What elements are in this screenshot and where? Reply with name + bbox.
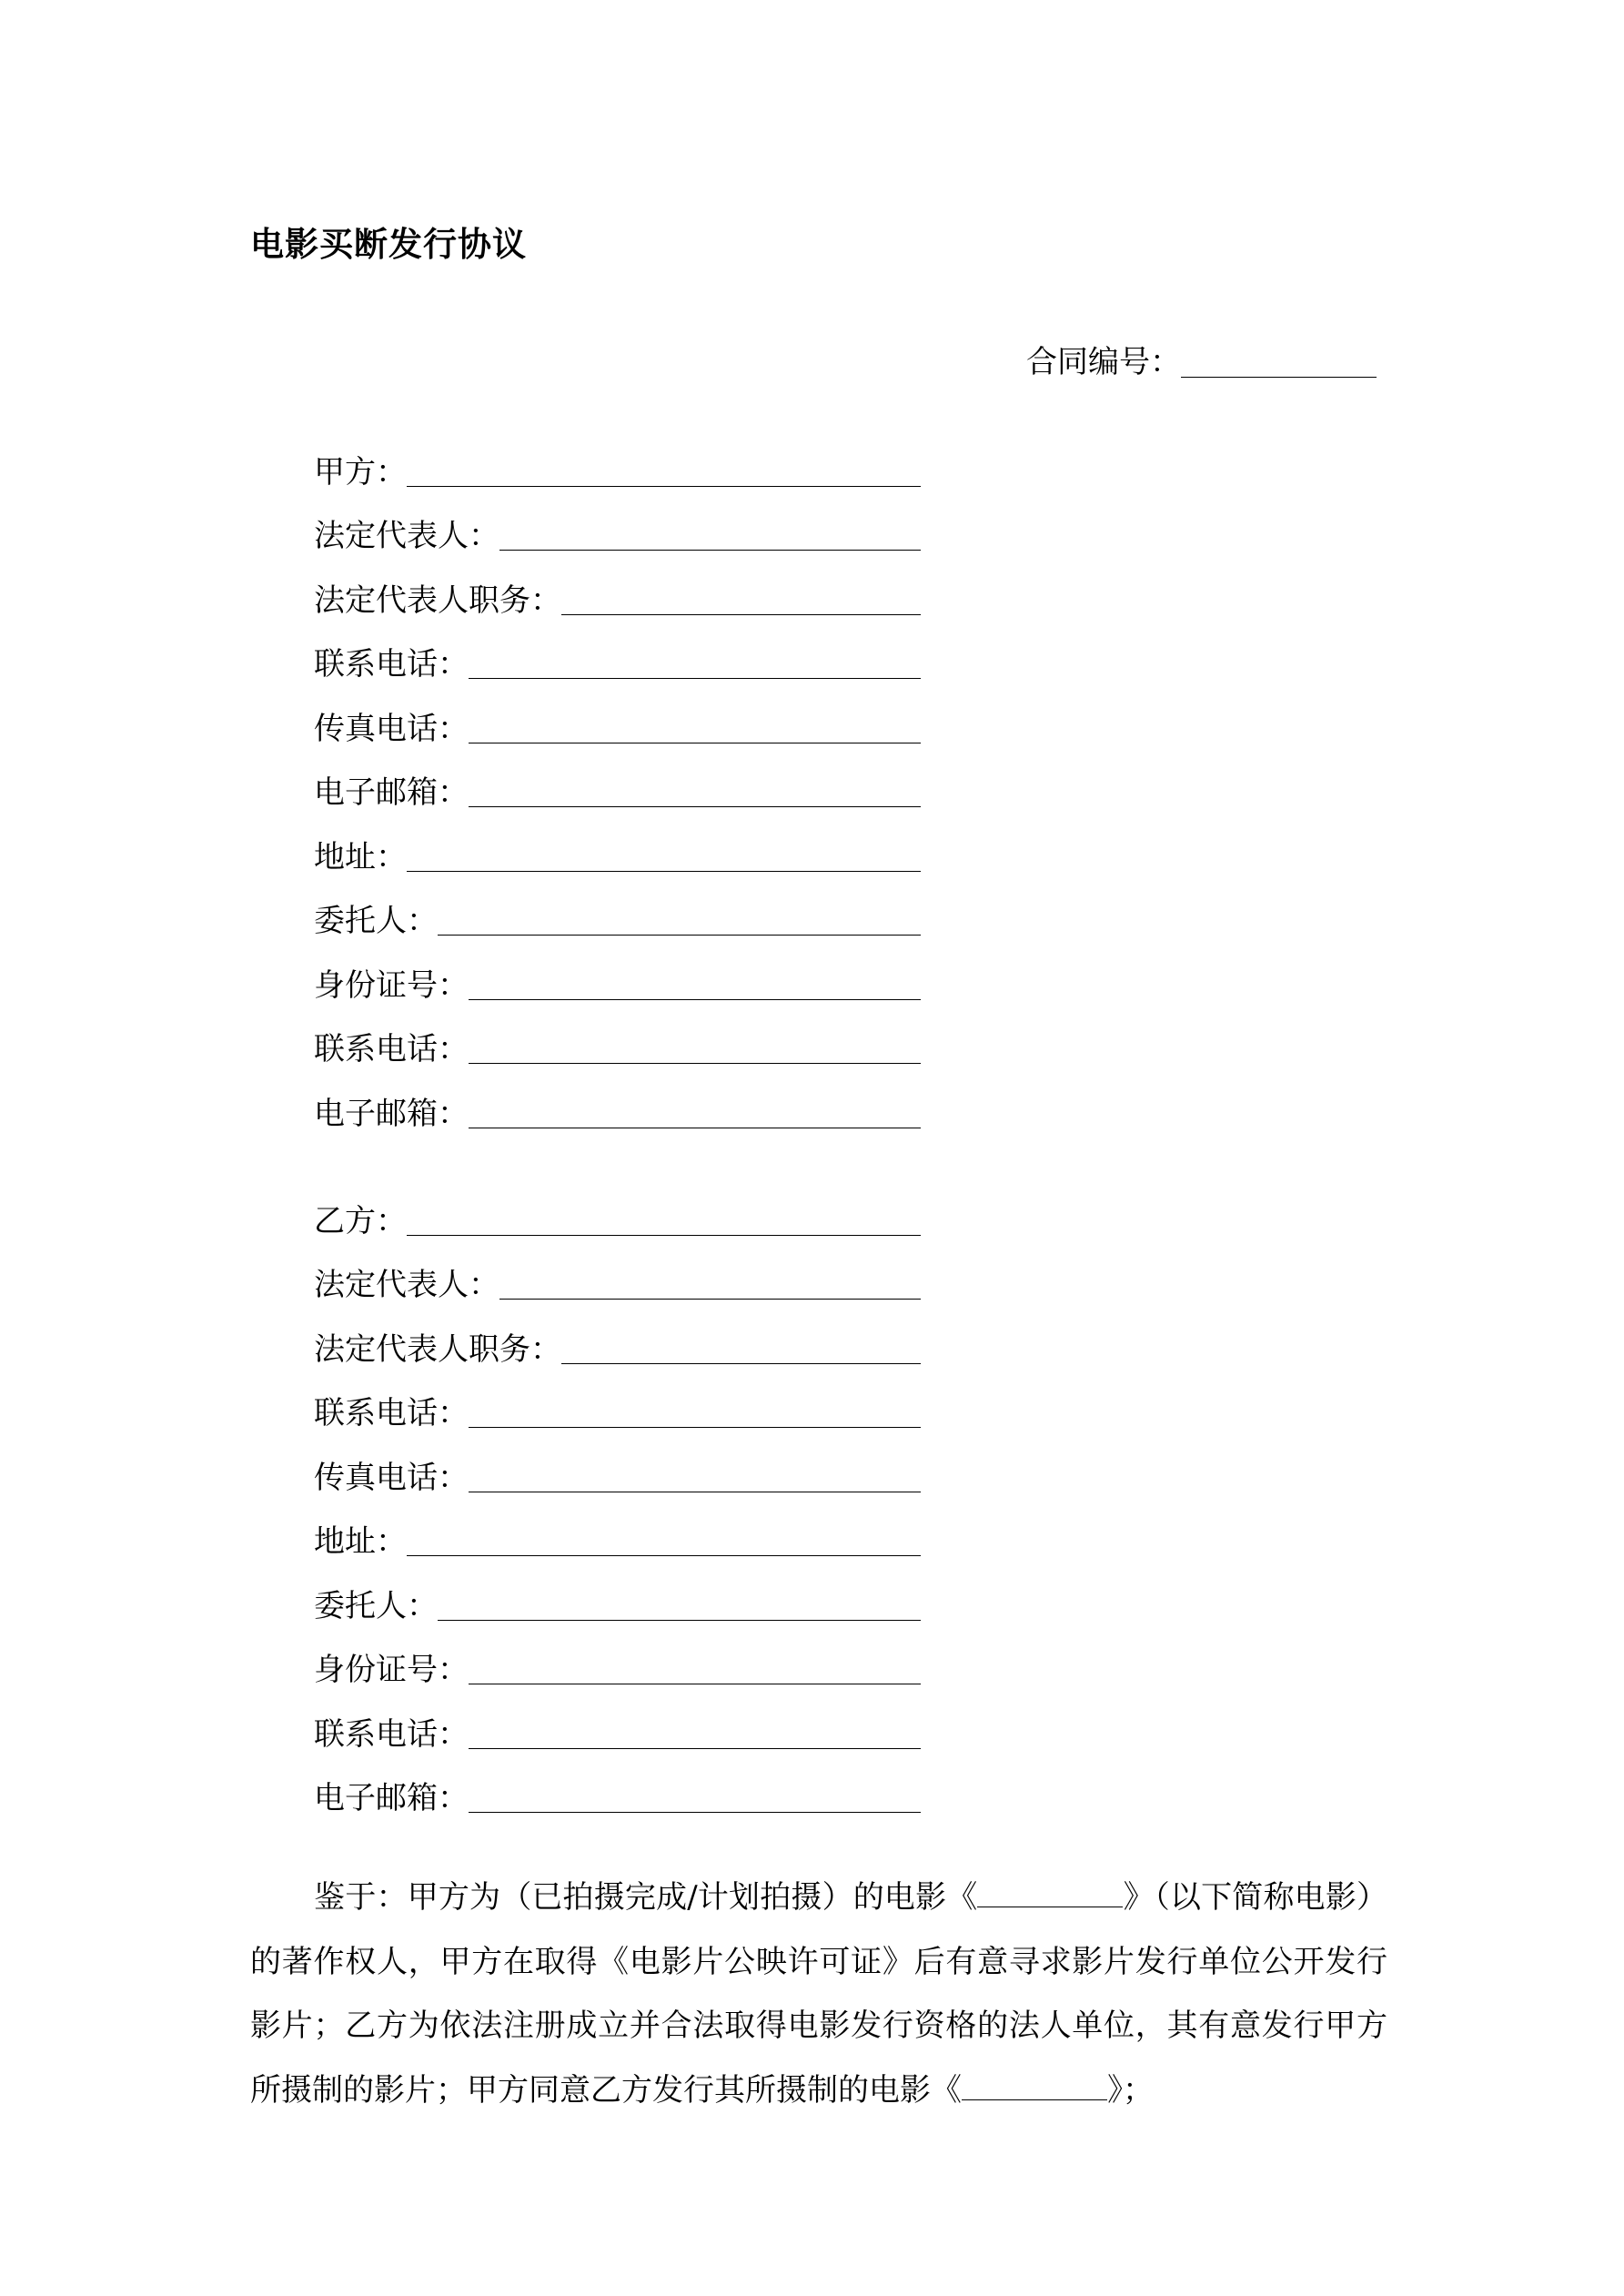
party-a-field-row: [314, 939, 921, 1004]
party-a-field-row: [314, 1004, 921, 1068]
party-a-field-label: 联系电话：: [314, 646, 469, 683]
party-b-field-label: 传真电话：: [314, 1459, 469, 1496]
party-b-field-blank[interactable]: [407, 1524, 921, 1556]
party-b-field-row: [314, 1688, 921, 1753]
party-a-field-label: 身份证号：: [314, 966, 469, 1004]
party-b-block: [314, 1175, 921, 1816]
party-a-field-row: [314, 875, 921, 940]
party-b-field-label: 身份证号：: [314, 1652, 469, 1688]
party-b-field-label: 联系电话：: [314, 1395, 469, 1431]
party-a-field-row: [314, 554, 921, 619]
film-title-blank-2[interactable]: [962, 2072, 1107, 2100]
party-a-field-label: 联系电话：: [314, 1031, 469, 1067]
party-b-field-row: [314, 1368, 921, 1432]
party-a-field-row: [314, 683, 921, 747]
party-b-field-blank[interactable]: [469, 1396, 921, 1428]
contract-number: [1026, 337, 1377, 381]
party-b-field-blank[interactable]: [469, 1461, 921, 1492]
party-b-field-row: [314, 1753, 921, 1817]
party-a-field-label: 委托人：: [314, 903, 438, 939]
party-b-field-blank[interactable]: [561, 1332, 921, 1364]
party-b-field-label: 乙方：: [314, 1202, 407, 1239]
party-b-field-blank[interactable]: [499, 1268, 921, 1300]
recital-text-2: 》（以下简称电影）的著作权人，甲方在取得《电影片公映许可证》后有意寻求影片发行单位公开发行影片；乙方为依法注册成立并合法取得电影发行资格的法人单位，其有意发行甲方所摄制的影片；甲方同意乙方发行其所摄制的电影《: [250, 1879, 1387, 2109]
film-title-blank-1[interactable]: [977, 1879, 1123, 1907]
party-a-block: [314, 426, 921, 1132]
party-b-field-label: 联系电话：: [314, 1715, 469, 1753]
party-a-field-label: 电子邮箱：: [314, 774, 469, 811]
party-a-field-blank[interactable]: [438, 904, 921, 936]
party-a-field-row: [314, 619, 921, 683]
party-b-field-label: 电子邮箱：: [314, 1780, 469, 1816]
party-b-field-row: [314, 1560, 921, 1624]
party-a-field-label: 法定代表人：: [314, 518, 499, 554]
party-b-field-label: 委托人：: [314, 1587, 438, 1624]
recital-text-3: 》；: [1107, 2071, 1154, 2109]
party-a-field-blank[interactable]: [469, 1032, 921, 1064]
document-title: 电影买断发行协议: [250, 225, 527, 264]
party-a-field-label: 地址：: [314, 838, 407, 875]
party-a-field-label: 电子邮箱：: [314, 1095, 469, 1132]
party-a-field-row: [314, 491, 921, 555]
contract-number-blank[interactable]: [1181, 346, 1377, 378]
party-a-field-blank[interactable]: [469, 775, 921, 807]
party-b-field-blank[interactable]: [438, 1589, 921, 1621]
contract-number-label: 合同编号：: [1026, 344, 1181, 380]
party-a-field-blank[interactable]: [469, 968, 921, 1000]
party-a-field-label: 甲方：: [314, 453, 407, 491]
party-a-field-label: 传真电话：: [314, 710, 469, 747]
party-a-field-row: [314, 811, 921, 875]
party-b-field-blank[interactable]: [407, 1204, 921, 1236]
recital-text-1: 鉴于：甲方为（已拍摄完成/计划拍摄）的电影《: [314, 1879, 978, 1916]
party-a-field-blank[interactable]: [469, 712, 921, 743]
party-b-field-blank[interactable]: [469, 1717, 921, 1749]
party-a-field-row: [314, 747, 921, 812]
party-b-field-label: 地址：: [314, 1523, 407, 1560]
party-b-field-row: [314, 1624, 921, 1689]
party-b-field-row: [314, 1431, 921, 1496]
party-a-field-blank[interactable]: [407, 840, 921, 872]
party-a-field-blank[interactable]: [499, 519, 921, 551]
party-b-field-row: [314, 1496, 921, 1561]
party-a-field-row: [314, 1067, 921, 1132]
party-b-field-blank[interactable]: [469, 1653, 921, 1684]
party-b-field-label: 法定代表人职务：: [314, 1330, 561, 1368]
recital-paragraph: [250, 1866, 1387, 2122]
party-b-field-row: [314, 1175, 921, 1239]
party-b-field-blank[interactable]: [469, 1781, 921, 1813]
party-a-field-label: 法定代表人职务：: [314, 582, 561, 619]
party-a-field-blank[interactable]: [469, 647, 921, 679]
party-b-field-label: 法定代表人：: [314, 1267, 499, 1303]
party-b-field-row: [314, 1239, 921, 1304]
party-a-field-blank[interactable]: [561, 583, 921, 615]
party-a-field-blank[interactable]: [469, 1097, 921, 1128]
party-b-field-row: [314, 1303, 921, 1368]
party-a-field-blank[interactable]: [407, 455, 921, 487]
party-a-field-row: [314, 426, 921, 491]
